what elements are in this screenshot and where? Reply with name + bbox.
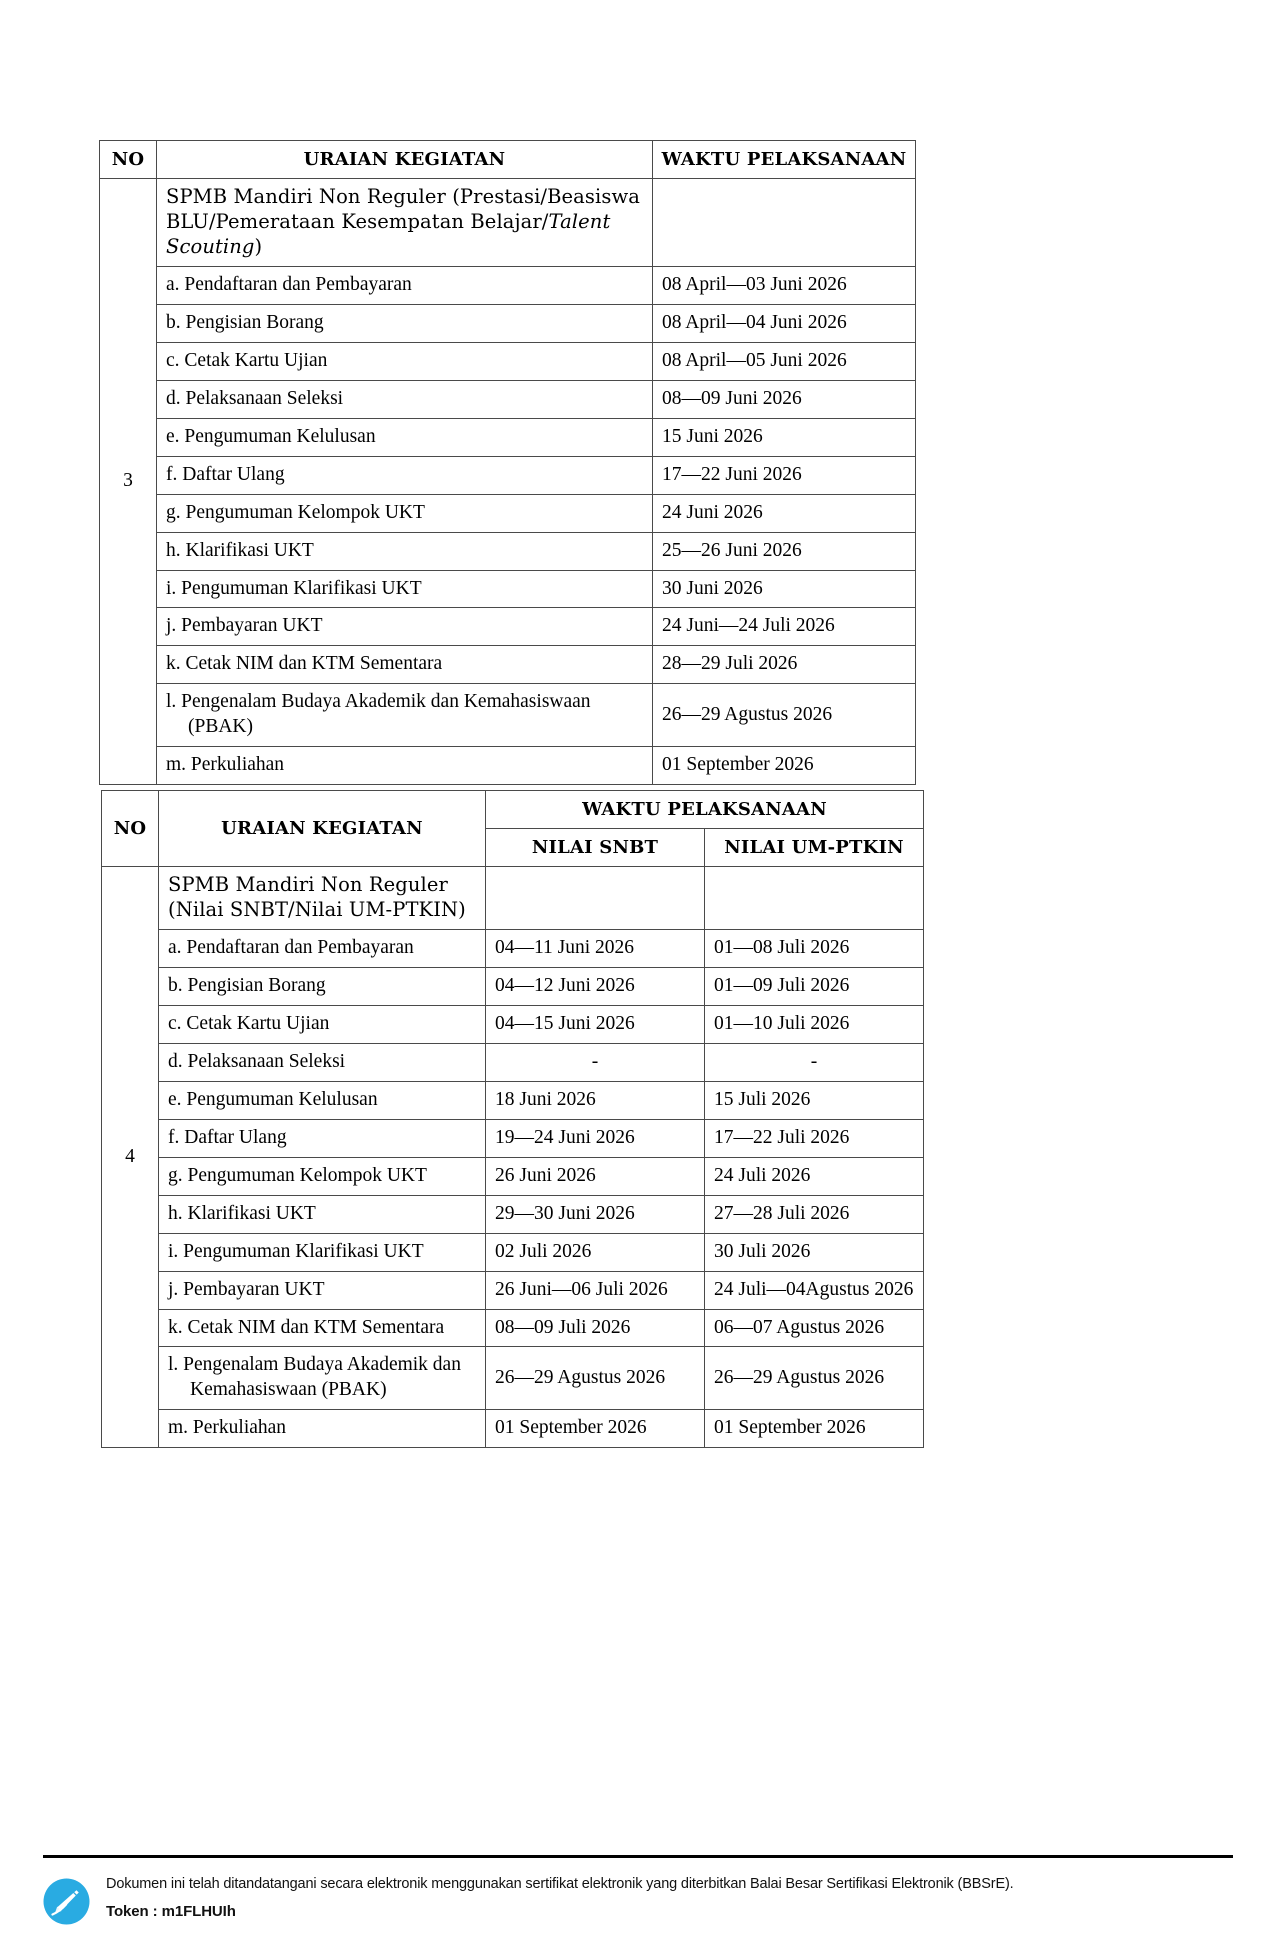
table-row xyxy=(102,1195,924,1233)
activity-cell xyxy=(159,1271,486,1309)
activity-label: m. Perkuliahan xyxy=(168,1417,287,1439)
schedule-umptkin-cell: 24 Juli—04Agustus 2026 xyxy=(705,1271,924,1309)
group-title-date-cell xyxy=(653,179,916,267)
schedule-snbt-cell: 04—15 Juni 2026 xyxy=(486,1005,705,1043)
activity-label: c. Cetak Kartu Ujian xyxy=(166,349,328,371)
activity-cell xyxy=(159,1081,486,1119)
schedule-date-cell: 30 Juni 2026 xyxy=(653,570,916,608)
activity-label: i. Pengumuman Klarifikasi UKT xyxy=(168,1240,424,1262)
schedule-umptkin-cell: 26—29 Agustus 2026 xyxy=(705,1347,924,1410)
schedule-date-cell: 08 April—04 Juni 2026 xyxy=(653,304,916,342)
schedule-date-cell: 08 April—05 Juni 2026 xyxy=(653,342,916,380)
activity-cell xyxy=(157,266,653,304)
table-header-row-top xyxy=(102,791,924,829)
activity-label: d. Pelaksanaan Seleksi xyxy=(166,387,344,409)
schedule-umptkin-cell: 01—09 Juli 2026 xyxy=(705,967,924,1005)
table-row-group-title xyxy=(102,867,924,930)
table-row xyxy=(100,418,916,456)
schedule-umptkin-cell: 01 September 2026 xyxy=(705,1410,924,1448)
column-header-activity: URAIAN KEGIATAN xyxy=(159,791,486,867)
schedule-date-cell: 24 Juni—24 Juli 2026 xyxy=(653,608,916,646)
activity-cell xyxy=(159,929,486,967)
schedule-table-mandiri-nilai xyxy=(101,790,924,1448)
activity-cell xyxy=(159,1410,486,1448)
schedule-umptkin-cell: 06—07 Agustus 2026 xyxy=(705,1309,924,1347)
activity-cell xyxy=(157,418,653,456)
activity-cell xyxy=(159,1157,486,1195)
schedule-snbt-cell: 08—09 Juli 2026 xyxy=(486,1309,705,1347)
activity-label: k. Cetak NIM dan KTM Sementara xyxy=(166,653,443,675)
activity-label: e. Pengumuman Kelulusan xyxy=(168,1088,378,1110)
table-row xyxy=(102,1271,924,1309)
activity-label: a. Pendaftaran dan Pembayaran xyxy=(166,273,412,295)
signature-statement: Dokumen ini telah ditandatangani secara elektronik menggunakan sertifikat elektronik yang diterbitkan Balai Besar Sertifikasi Elektronik (BBSrE). xyxy=(106,1876,1014,1892)
activity-label: i. Pengumuman Klarifikasi UKT xyxy=(166,577,422,599)
activity-label: j. Pembayaran UKT xyxy=(166,615,323,637)
activity-label: h. Klarifikasi UKT xyxy=(168,1202,316,1224)
schedule-snbt-cell: - xyxy=(486,1043,705,1081)
row-number-cell: 3 xyxy=(100,179,157,785)
schedule-snbt-cell: 18 Juni 2026 xyxy=(486,1081,705,1119)
schedule-date-cell: 28—29 Juli 2026 xyxy=(653,646,916,684)
footer-divider xyxy=(43,1855,1233,1858)
column-header-schedule: WAKTU PELAKSANAAN xyxy=(653,141,916,179)
activity-cell xyxy=(159,1005,486,1043)
schedule-umptkin-cell: 17—22 Juli 2026 xyxy=(705,1119,924,1157)
table-row xyxy=(100,646,916,684)
table-row xyxy=(100,304,916,342)
schedule-date-cell: 08—09 Juni 2026 xyxy=(653,380,916,418)
schedule-umptkin-cell: 01—08 Juli 2026 xyxy=(705,929,924,967)
activity-label: l. Pengenalam Budaya Akademik dan Kemahasiswaan (PBAK) xyxy=(168,1354,461,1401)
schedule-umptkin-cell: 24 Juli 2026 xyxy=(705,1157,924,1195)
table-row xyxy=(102,929,924,967)
activity-cell xyxy=(159,1119,486,1157)
activity-label: l. Pengenalam Budaya Akademik dan Kemahasiswaan (PBAK) xyxy=(166,691,591,738)
activity-label: m. Perkuliahan xyxy=(166,754,285,776)
schedule-umptkin-cell: 27—28 Juli 2026 xyxy=(705,1195,924,1233)
activity-label: b. Pengisian Borang xyxy=(166,311,324,333)
table-row xyxy=(100,342,916,380)
table-row-group-title xyxy=(100,179,916,267)
activity-label: e. Pengumuman Kelulusan xyxy=(166,425,376,447)
group-title-italic: Talent Scouting xyxy=(166,209,611,258)
schedule-date-cell: 26—29 Agustus 2026 xyxy=(653,684,916,747)
electronic-signature-footer xyxy=(43,1874,1233,1925)
table-row xyxy=(102,1347,924,1410)
column-header-no: NO xyxy=(100,141,157,179)
schedule-snbt-cell: 26—29 Agustus 2026 xyxy=(486,1347,705,1410)
activity-cell xyxy=(157,646,653,684)
activity-cell xyxy=(157,380,653,418)
table-row xyxy=(102,967,924,1005)
signature-token: Token : m1FLHUIh xyxy=(106,1902,236,1920)
activity-label: k. Cetak NIM dan KTM Sementara xyxy=(168,1316,445,1338)
schedule-snbt-cell: 29—30 Juni 2026 xyxy=(486,1195,705,1233)
activity-cell xyxy=(157,608,653,646)
table-row xyxy=(102,1157,924,1195)
activity-label: b. Pengisian Borang xyxy=(168,974,326,996)
activity-cell xyxy=(159,1233,486,1271)
activity-cell xyxy=(157,570,653,608)
group-title-snbt-cell xyxy=(486,867,705,930)
schedule-snbt-cell: 04—11 Juni 2026 xyxy=(486,929,705,967)
column-header-activity: URAIAN KEGIATAN xyxy=(157,141,653,179)
activity-cell xyxy=(159,1195,486,1233)
table-row xyxy=(102,1233,924,1271)
table-row xyxy=(100,266,916,304)
schedule-umptkin-cell: 01—10 Juli 2026 xyxy=(705,1005,924,1043)
column-header-no: NO xyxy=(102,791,159,867)
table-row xyxy=(100,494,916,532)
activity-label: f. Daftar Ulang xyxy=(168,1126,287,1148)
schedule-snbt-cell: 02 Juli 2026 xyxy=(486,1233,705,1271)
schedule-date-cell: 25—26 Juni 2026 xyxy=(653,532,916,570)
schedule-snbt-cell: 04—12 Juni 2026 xyxy=(486,967,705,1005)
schedule-date-cell: 01 September 2026 xyxy=(653,747,916,785)
footer-text-block xyxy=(106,1874,1014,1924)
activity-cell xyxy=(157,747,653,785)
table-row xyxy=(102,1119,924,1157)
activity-cell xyxy=(159,967,486,1005)
table-row xyxy=(102,1410,924,1448)
activity-cell xyxy=(159,1043,486,1081)
schedule-snbt-cell: 19—24 Juni 2026 xyxy=(486,1119,705,1157)
activity-cell xyxy=(157,304,653,342)
table-row xyxy=(102,1043,924,1081)
activity-cell xyxy=(157,532,653,570)
table-row xyxy=(100,684,916,747)
activity-cell xyxy=(157,684,653,747)
activity-label: g. Pengumuman Kelompok UKT xyxy=(166,501,425,523)
activity-cell xyxy=(157,494,653,532)
table-row xyxy=(102,1005,924,1043)
schedule-date-cell: 17—22 Juni 2026 xyxy=(653,456,916,494)
activity-cell xyxy=(157,456,653,494)
schedule-table-mandiri-prestasi xyxy=(99,140,916,785)
bsre-logo-icon xyxy=(43,1878,90,1925)
activity-label: f. Daftar Ulang xyxy=(166,463,285,485)
schedule-date-cell: 24 Juni 2026 xyxy=(653,494,916,532)
table-row xyxy=(100,608,916,646)
activity-label: c. Cetak Kartu Ujian xyxy=(168,1012,330,1034)
table-row xyxy=(102,1081,924,1119)
table-row xyxy=(100,532,916,570)
column-header-nilai-umptkin: NILAI UM-PTKIN xyxy=(705,829,924,867)
activity-label: h. Klarifikasi UKT xyxy=(166,539,314,561)
activity-label: a. Pendaftaran dan Pembayaran xyxy=(168,936,414,958)
table-header-row xyxy=(100,141,916,179)
table-row xyxy=(100,456,916,494)
schedule-snbt-cell: 01 September 2026 xyxy=(486,1410,705,1448)
activity-label: g. Pengumuman Kelompok UKT xyxy=(168,1164,427,1186)
group-title-cell: SPMB Mandiri Non Reguler (Prestasi/Beasiswa BLU/Pemerataan Kesempatan Belajar/Talent Scouting) xyxy=(157,179,653,267)
schedule-date-cell: 08 April—03 Juni 2026 xyxy=(653,266,916,304)
schedule-umptkin-cell: - xyxy=(705,1043,924,1081)
activity-cell xyxy=(157,342,653,380)
table-row xyxy=(102,1309,924,1347)
schedule-umptkin-cell: 30 Juli 2026 xyxy=(705,1233,924,1271)
table-row xyxy=(100,747,916,785)
group-title-cell: SPMB Mandiri Non Reguler (Nilai SNBT/Nilai UM-PTKIN) xyxy=(159,867,486,930)
activity-label: d. Pelaksanaan Seleksi xyxy=(168,1050,346,1072)
group-title-umptkin-cell xyxy=(705,867,924,930)
activity-cell xyxy=(159,1309,486,1347)
activity-label: j. Pembayaran UKT xyxy=(168,1278,325,1300)
schedule-snbt-cell: 26 Juni 2026 xyxy=(486,1157,705,1195)
row-number-cell: 4 xyxy=(102,867,159,1448)
schedule-date-cell: 15 Juni 2026 xyxy=(653,418,916,456)
table-row xyxy=(100,380,916,418)
schedule-umptkin-cell: 15 Juli 2026 xyxy=(705,1081,924,1119)
column-header-nilai-snbt: NILAI SNBT xyxy=(486,829,705,867)
activity-cell xyxy=(159,1347,486,1410)
column-header-schedule: WAKTU PELAKSANAAN xyxy=(486,791,924,829)
table-row xyxy=(100,570,916,608)
schedule-snbt-cell: 26 Juni—06 Juli 2026 xyxy=(486,1271,705,1309)
